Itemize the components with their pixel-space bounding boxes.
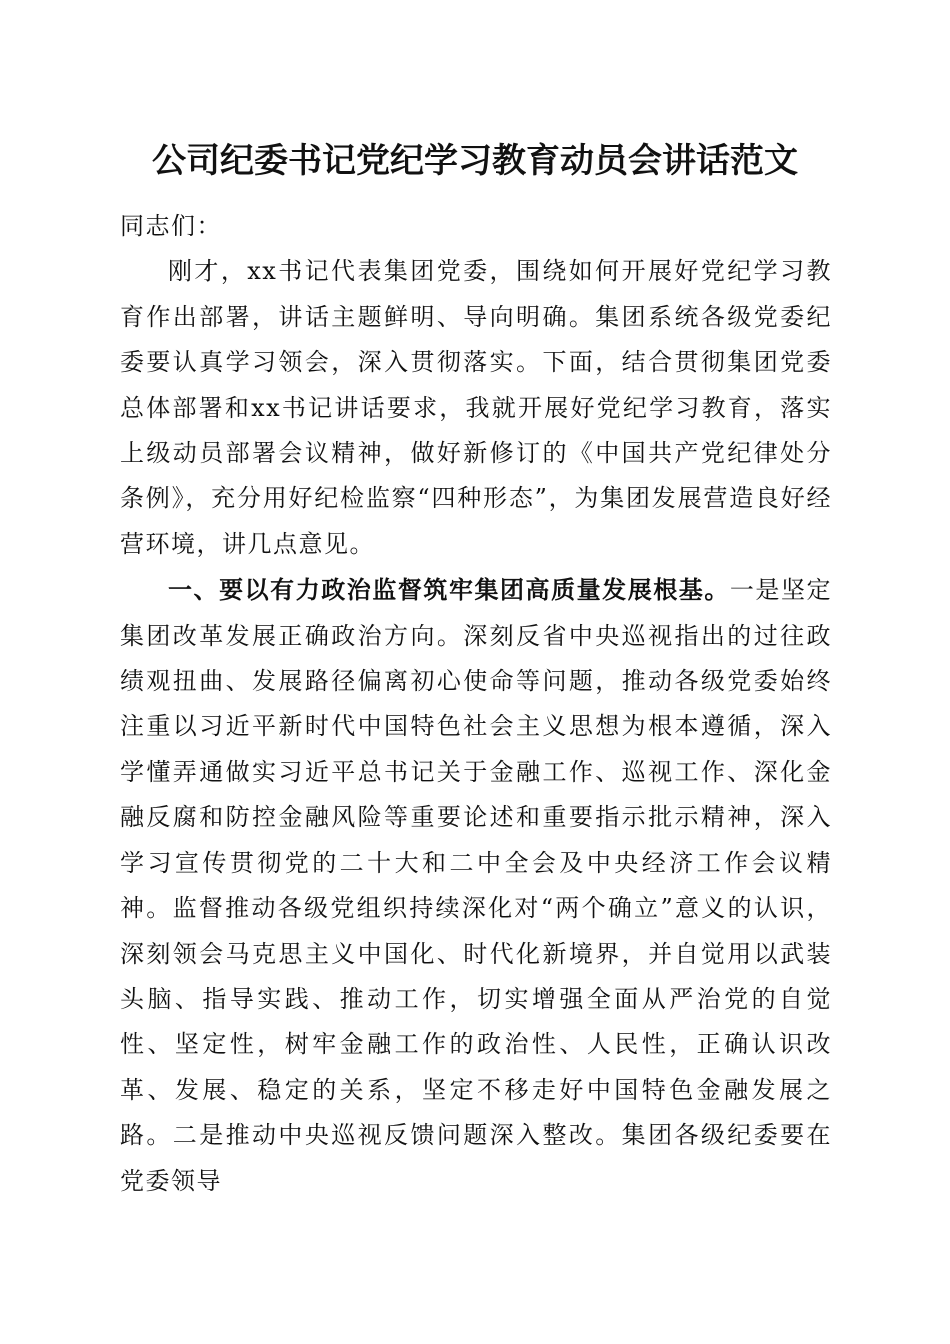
- section-1-body: 一是坚定集团改革发展正确政治方向。深刻反省中央巡视指出的过往政绩观扭曲、发展路径偏离初心使命等问题，推动各级党委始终注重以习近平新时代中国特色社会主义思想为根本遵循，深入学懂弄通做实习近平总书记关于金融工作、巡视工作、深化金融反腐和防控金融风险等重要论述和重要指示批示精神，深入学习宣传贯彻党的二十大和二中全会及中央经济工作会议精神。监督推动各级党组织持续深化对“两个确立”意义的认识，深刻领会马克思主义中国化、时代化新境界，并自觉用以武装头脑、指导实践、推动工作，切实增强全面从严治党的自觉性、坚定性，树牢金融工作的政治性、人民性，正确认识改革、发展、稳定的关系，坚定不移走好中国特色金融发展之路。二是推动中央巡视反馈问题深入整改。集团各级纪委要在党委领导: [120, 576, 833, 1195]
- section-1-paragraph: [120, 567, 832, 1204]
- intro-paragraph: 刚才，xx书记代表集团党委，围绕如何开展好党纪学习教育作出部署，讲话主题鲜明、导向明确。集团系统各级党委纪委要认真学习领会，深入贯彻落实。下面，结合贯彻集团党委总体部署和xx书记讲话要求，我就开展好党纪学习教育，落实上级动员部署会议精神，做好新修订的《中国共产党纪律处分条例》，充分用好纪检监察“四种形态”，为集团发展营造良好经营环境，讲几点意见。: [120, 257, 832, 558]
- document-title: 公司纪委书记党纪学习教育动员会讲话范文: [152, 141, 798, 181]
- greeting-line: 同志们：: [120, 212, 222, 240]
- document-body: [120, 204, 832, 1204]
- section-1-heading: 一、要以有力政治监督筑牢集团高质量发展根基。: [168, 575, 730, 605]
